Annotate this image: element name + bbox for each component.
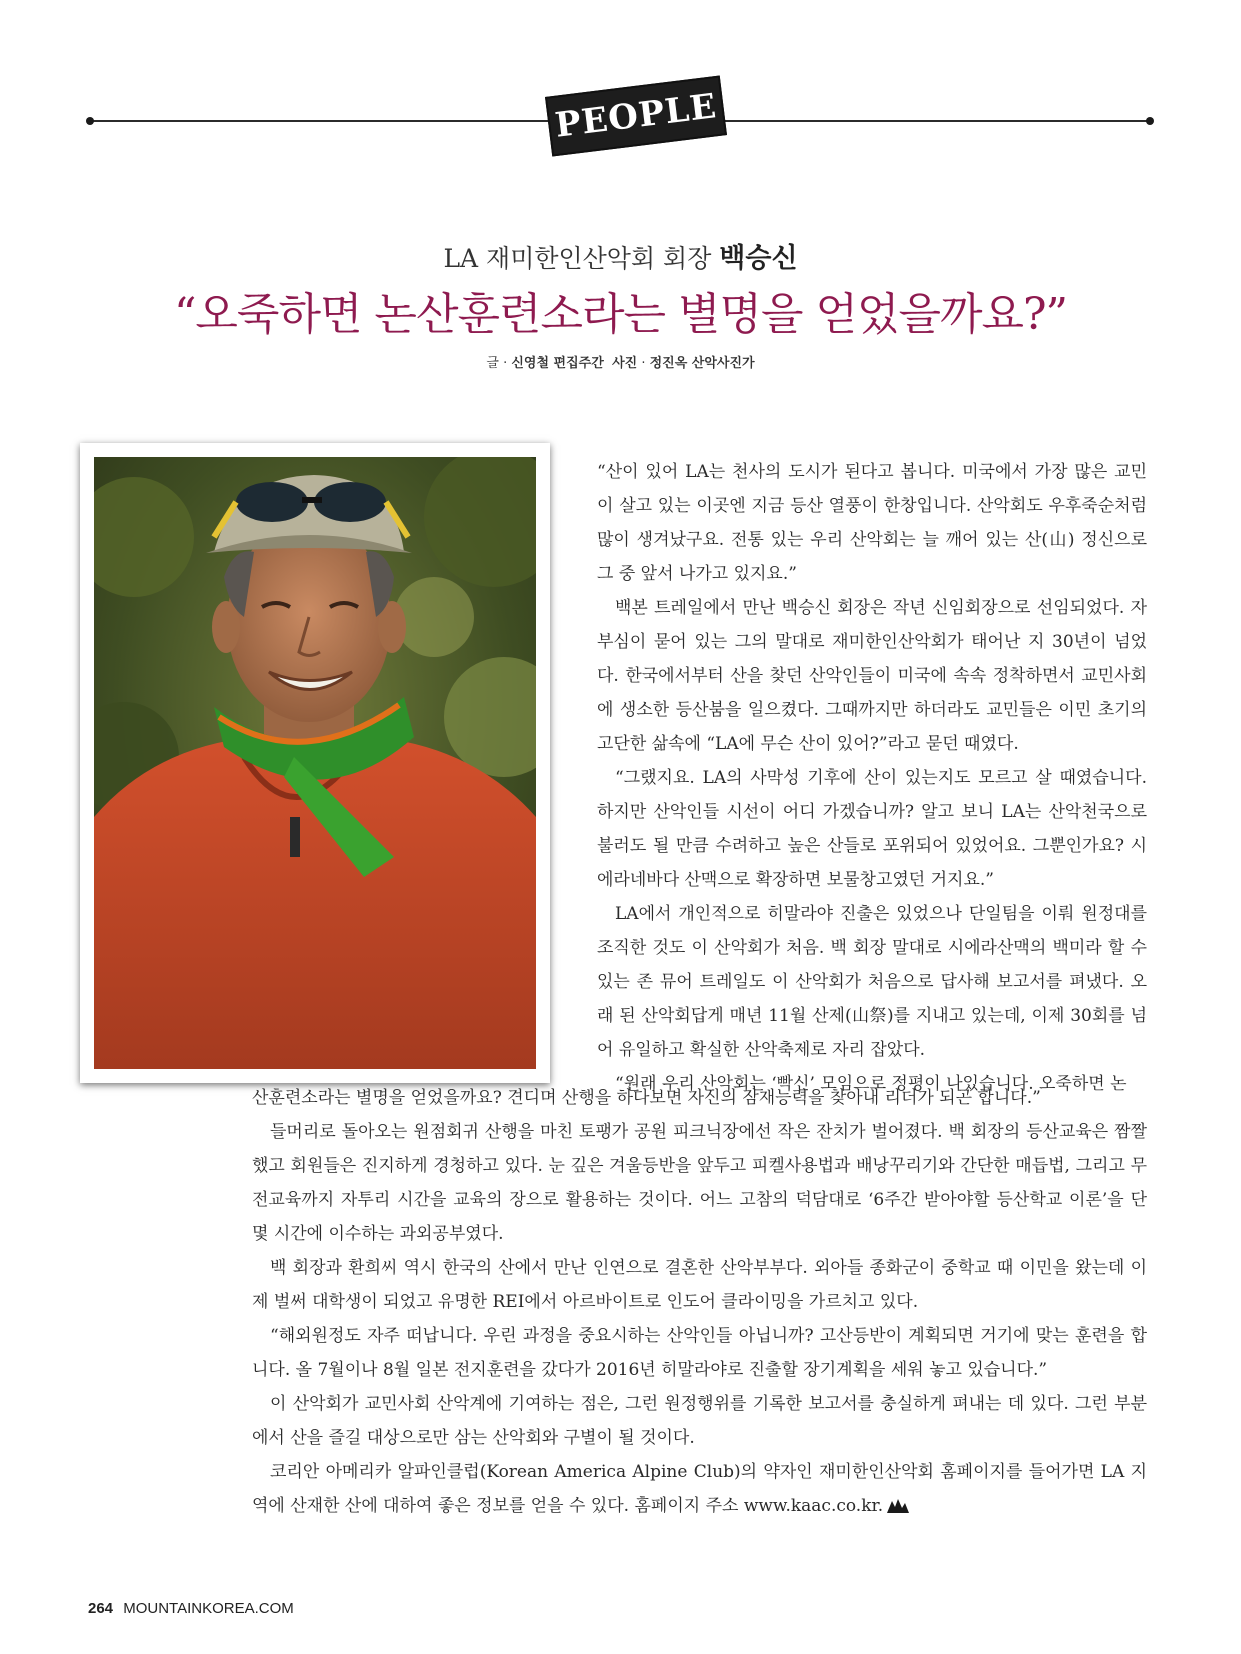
writer-name: 신영철 편집주간 bbox=[511, 356, 604, 371]
article-body-right-column bbox=[597, 455, 1147, 1101]
page-number: 264 bbox=[88, 1600, 114, 1617]
article-subtitle bbox=[0, 236, 1241, 275]
body-paragraph: 이 산악회가 교민사회 산악계에 기여하는 점은, 그런 원정행위를 기록한 보고서를 충실하게 펴내는 데 있다. 그런 부분에서 산을 즐길 대상으로만 삼는 산악회와 구별이 될 것이다. bbox=[252, 1394, 1147, 1448]
subtitle-prefix: LA 재미한인산악회 회장 bbox=[443, 244, 712, 273]
photo-label: 사진 bbox=[612, 356, 638, 371]
header-rule-dot-right bbox=[1146, 117, 1154, 125]
body-paragraph-final bbox=[252, 1455, 1147, 1523]
article-credits: 글 · 신영철 편집주간 사진 · 정진옥 산악사진가 bbox=[486, 356, 755, 371]
footer-site: MOUNTAINKOREA.COM bbox=[123, 1600, 294, 1617]
article-headline: “오죽하면 논산훈련소라는 별명을 얻었을까요?” bbox=[173, 289, 1068, 340]
photographer-name: 정진옥 산악사진가 bbox=[649, 356, 755, 371]
body-paragraph: 들머리로 돌아오는 원점회귀 산행을 마친 토팽가 공원 피크닉장에선 작은 잔치가 벌어졌다. 백 회장의 등산교육은 짬짤했고 회원들은 진지하게 경청하고 있다. 눈 깊은 겨울등반을 앞두고 피켈사용법과 배낭꾸리기와 간단한 매듭법, 그리고 무전교육까지 자투리 시간을 교육의 장으로 활용하는 것이다. 어느 고참의 덕담대로 ‘6주간 받아야할 등산학교 이론’을 단 몇 시간에 이수하는 과외공부였다. bbox=[252, 1122, 1147, 1244]
end-mark-icon bbox=[887, 1499, 909, 1513]
body-paragraph: 백 회장과 환희씨 역시 한국의 산에서 만난 인연으로 결혼한 산악부부다. 외아들 종화군이 중학교 때 이민을 왔는데 이제 벌써 대학생이 되었고 유명한 REI에서 아르바이트로 인도어 클라이밍을 가르치고 있다. bbox=[252, 1258, 1147, 1312]
final-paragraph-text: 코리안 아메리카 알파인클럽(Korean America Alpine Club)의 약자인 재미한인산악회 홈페이지를 들어가면 LA 지역에 산재한 산에 대하여 좋은 정보를 얻을 수 있다. 홈페이지 주소 www.kaac.co.kr. bbox=[252, 1462, 1147, 1516]
page-footer bbox=[88, 1600, 294, 1617]
portrait-photo-frame bbox=[80, 443, 550, 1083]
body-paragraph-continuation: 산훈련소라는 별명을 얻었을까요? 견디며 산행을 하다보면 자신의 잠재능력을 찾아내 리더가 되곤 합니다.” bbox=[252, 1088, 1041, 1108]
body-paragraph: LA에서 개인적으로 히말라야 진출은 있었으나 단일팀을 이뤄 원정대를 조직한 것도 이 산악회가 처음. 백 회장 말대로 시에라산맥의 백미라 할 수 있는 존 뮤어 트레일도 이 산악회가 처음으로 답사해 보고서를 펴냈다. 오래 된 산악회답게 매년 11월 산제(山祭)를 지내고 있는데, 이제 30회를 넘어 유일하고 확실한 산악축제로 자리 잡았다. bbox=[597, 904, 1147, 1060]
body-paragraph: “산이 있어 LA는 천사의 도시가 된다고 봅니다. 미국에서 가장 많은 교민이 살고 있는 이곳엔 지금 등산 열풍이 한창입니다. 산악회도 우후죽순처럼 많이 생겨났구요. 전통 있는 우리 산악회는 늘 깨어 있는 산(山) 정신으로 그 중 앞서 나가고 있지요.” bbox=[597, 462, 1147, 584]
writer-label: 글 bbox=[486, 356, 499, 371]
article-body-full-width bbox=[252, 1081, 1147, 1523]
portrait-photo bbox=[94, 457, 536, 1069]
section-stamp bbox=[545, 75, 727, 156]
body-paragraph: “해외원정도 자주 떠납니다. 우린 과정을 중요시하는 산악인들 아닙니까? 고산등반이 계획되면 거기에 맞는 훈련을 합니다. 올 7월이나 8월 일본 전지훈련을 갔다가 2016년 히말라야로 진출할 장기계획을 세워 놓고 있습니다.” bbox=[252, 1326, 1147, 1380]
body-paragraph: 백본 트레일에서 만난 백승신 회장은 작년 신임회장으로 선임되었다. 자부심이 묻어 있는 그의 말대로 재미한인산악회가 태어난 지 30년이 넘었다. 한국에서부터 산을 찾던 산악인들이 미국에 속속 정착하면서 교민사회에 생소한 등산붐을 일으켰다. 그때까지만 하더라도 교민들은 이민 초기의 고단한 삶속에 “LA에 무슨 산이 있어?”라고 묻던 때였다. bbox=[597, 598, 1147, 754]
header-rule-dot-left bbox=[86, 117, 94, 125]
section-label: PEOPLE bbox=[552, 86, 720, 146]
body-paragraph: “원래 우리 산악회는 ‘빡신’ 모임으로 정평이 나있습니다. 오죽하면 논 bbox=[615, 1074, 1127, 1094]
subtitle-name: 백승신 bbox=[719, 243, 798, 274]
body-paragraph: “그랬지요. LA의 사막성 기후에 산이 있는지도 모르고 살 때였습니다. 하지만 산악인들 시선이 어디 가겠습니까? 알고 보니 LA는 산악천국으로 불러도 될 만큼 수려하고 높은 산들로 포위되어 있었어요. 그뿐인가요? 시에라네바다 산맥으로 확장하면 보물창고였던 거지요.” bbox=[597, 768, 1147, 890]
